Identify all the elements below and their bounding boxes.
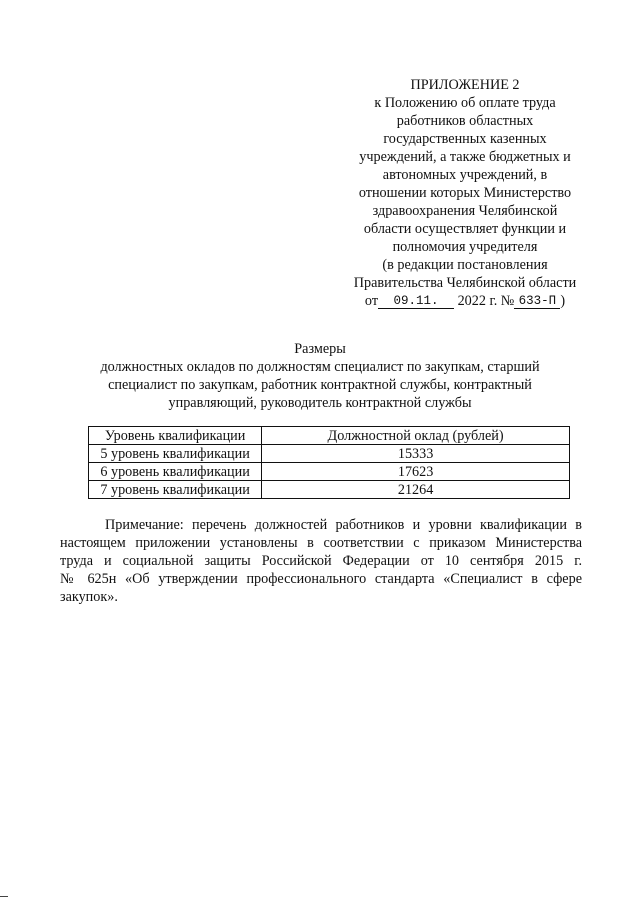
appendix-line: работников областных [396, 113, 534, 129]
table-row [89, 481, 570, 499]
column-header-salary: Должностной оклад (рублей) [262, 427, 570, 445]
note-paragraph [60, 516, 582, 606]
appendix-line: учреждений, а также бюджетных и [359, 149, 571, 165]
table-cell-salary: 17623 [262, 463, 570, 481]
title-heading: Размеры [294, 341, 346, 357]
salary-table [88, 426, 570, 499]
appendix-title: ПРИЛОЖЕНИЕ 2 [410, 77, 520, 93]
note-line: Примечание: перечень должностей работников и уровни квалификации в [105, 517, 582, 533]
title-line: специалист по закупкам, работник контрактной службы, контрактный [108, 377, 532, 393]
note-line: № 625н «Об утверждении профессионального стандарта «Специалист в сфере [60, 571, 582, 587]
table-row [89, 445, 570, 463]
appendix-line: полномочия учредителя [392, 239, 538, 255]
appendix-line: Правительства Челябинской области [353, 275, 577, 291]
appendix-line: здравоохранения Челябинской [372, 203, 558, 219]
resolution-number-field: 633-П [514, 294, 560, 309]
title-line: должностных окладов по должностям специалист по закупкам, старший [100, 359, 540, 375]
table-header-row [89, 427, 570, 445]
table-cell-level: 5 уровень квалификации [89, 445, 262, 463]
document-title [60, 340, 580, 412]
table-cell-salary: 21264 [262, 481, 570, 499]
resolution-date-field: 09.11. [378, 294, 454, 309]
scan-edge-mark [0, 896, 8, 897]
appendix-line: автономных учреждений, в [382, 167, 548, 183]
note-line: труда и социальной защиты Российской Федерации от 10 сентября 2015 г. [60, 553, 582, 569]
resolution-date-line [340, 292, 590, 310]
table-row [89, 463, 570, 481]
title-line: управляющий, руководитель контрактной службы [168, 395, 472, 411]
resolution-year: 2022 г. № [457, 293, 515, 309]
note-line: закупок». [60, 589, 118, 605]
appendix-line: области осуществляет функции и [363, 221, 567, 237]
appendix-header [340, 76, 590, 310]
table-cell-level: 7 уровень квалификации [89, 481, 262, 499]
appendix-line: (в редакции постановления [382, 257, 548, 273]
salary-table-container [88, 426, 570, 499]
table-cell-salary: 15333 [262, 445, 570, 463]
note-line: настоящем приложении установлены в соответствии с приказом Министерства [60, 535, 582, 551]
appendix-line: государственных казенных [383, 131, 547, 147]
column-header-level: Уровень квалификации [89, 427, 262, 445]
appendix-line: к Положению об оплате труда [374, 95, 556, 111]
appendix-line: отношении которых Министерство [358, 185, 572, 201]
table-cell-level: 6 уровень квалификации [89, 463, 262, 481]
closing-paren: ) [560, 293, 566, 309]
date-prefix: от [364, 293, 379, 309]
